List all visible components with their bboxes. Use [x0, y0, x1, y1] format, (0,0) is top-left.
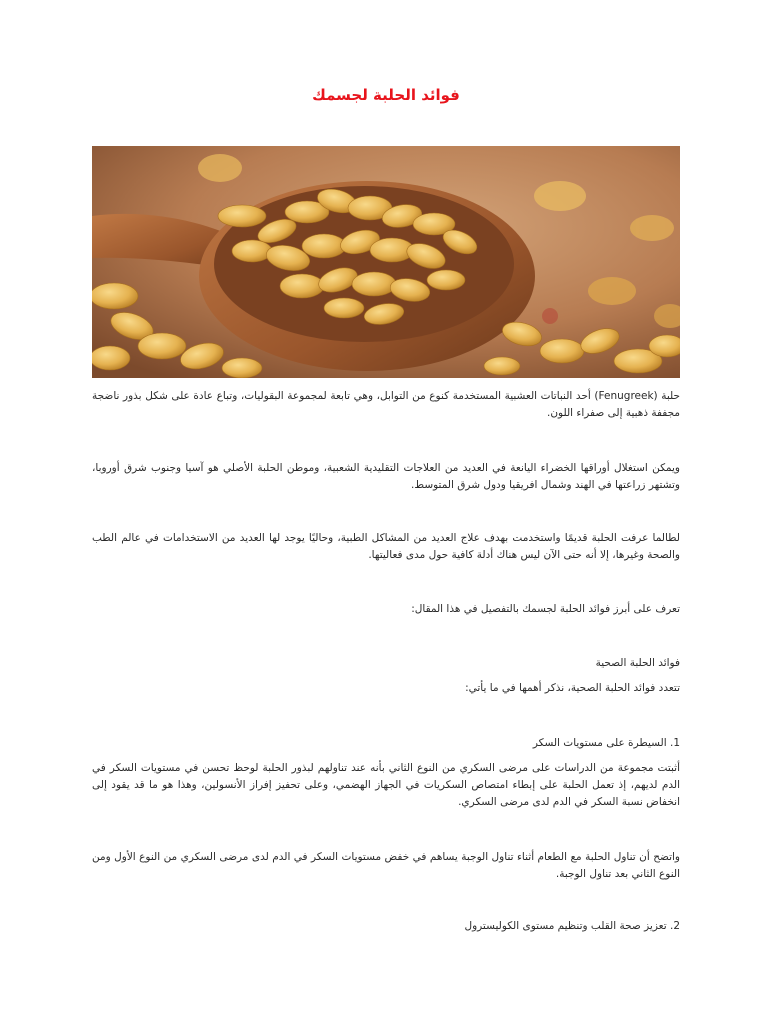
paragraph-origin: ويمكن استغلال أوراقها الخضراء اليانعة في العديد من العلاجات التقليدية الشعبية، وموطن الحلبة الأصلي هو آسيا وجنوب شرق أوروبا، وتشتهر زراعتها في الهند وشمال افريقيا ودول شرق المتوسط.	[92, 462, 680, 491]
subheading-blood-sugar: 1. السيطرة على مستويات السكر	[532, 737, 680, 749]
paragraph-history: لطالما عرفت الحلبة قديمًا واستخدمت بهدف علاج العديد من المشاكل الطبية، وحاليًا يوجد لها العديد من الاستخدامات في عالم الطب والصحة وغيرها، إلا أنه حتى الآن ليس هناك أدلة كافية حول مدى فعاليتها.	[92, 532, 680, 561]
paragraph-blood-sugar: أثبتت مجموعة من الدراسات على مرضى السكري من النوع الثاني بأنه عند تناولهم لبذور الحلبة لوحظ تحسن في مستويات السكر في الدم لديهم، إذ تعمل الحلبة على إبطاء امتصاص السكريات في الجهاز الهضمي، وعلى تحفيز إفراز الأنسولين، وهذا هو ما قد يقود إلى انخفاض نسبة السكر في الدم لدى مرضى السكري.	[92, 762, 680, 808]
section-heading-benefits: فوائد الحلبة الصحية	[595, 657, 680, 669]
paragraph-intro: حلبة (Fenugreek) أحد النباتات العشبية المستخدمة كنوع من التوابل، وهي تابعة لمجموعة البقوليات، وتباع عادة على شكل بذور ناضجة مجففة ذهبية إلى صفراء اللون.	[92, 390, 680, 419]
paragraph-meal: واتضح أن تناول الحلبة مع الطعام أثناء تناول الوجبة يساهم في خفض مستويات السكر في الدم لدى مرضى السكري من النوع الأول ومن النوع الثاني بعد تناول الوجبة.	[92, 851, 680, 880]
hero-image	[92, 146, 680, 378]
paragraph-benefits-intro: تتعدد فوائد الحلبة الصحية، نذكر أهمها في ما يأتي:	[465, 682, 680, 694]
paragraph-lead: تعرف على أبرز فوائد الحلبة لجسمك بالتفصيل في هذا المقال:	[411, 603, 680, 615]
document-page	[92, 0, 680, 1024]
fenugreek-illustration	[92, 146, 680, 378]
page-title: فوائد الحلبة لجسمك	[312, 86, 460, 104]
subheading-heart-health: 2. تعزيز صحة القلب وتنظيم مستوى الكوليسترول	[464, 920, 680, 932]
